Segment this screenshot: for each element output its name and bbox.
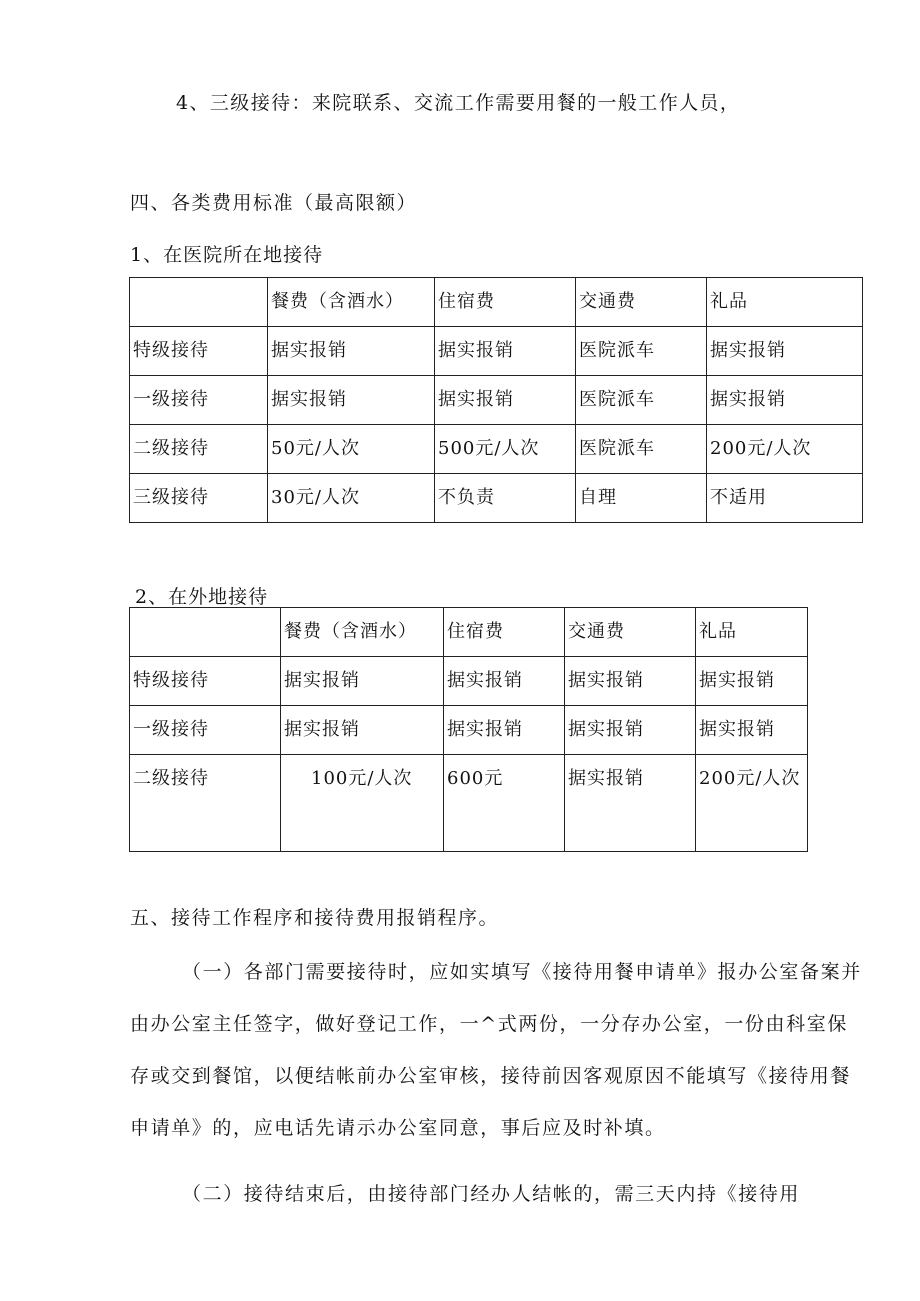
table-cell: 据实报销 (696, 657, 808, 706)
table-cell: 不适用 (707, 474, 863, 523)
table-header-row (130, 608, 808, 657)
header-cell-transport: 交通费 (565, 608, 696, 657)
table-cell: 据实报销 (565, 657, 696, 706)
table-header-row (130, 278, 863, 327)
header-cell-empty (130, 608, 281, 657)
table-row (130, 474, 863, 523)
table-cell: 据实报销 (281, 706, 444, 755)
paragraph-2: （二）接待结束后，由接待部门经办人结帐的，需三天内持《接待用 (182, 1183, 801, 1205)
row-label: 一级接待 (130, 706, 281, 755)
header-cell-lodging: 住宿费 (435, 278, 576, 327)
row-label: 二级接待 (130, 755, 281, 852)
table-cell: 医院派车 (576, 376, 707, 425)
table-row (130, 425, 863, 474)
table-row (130, 657, 808, 706)
header-cell-lodging: 住宿费 (444, 608, 565, 657)
table1-title: 1、在医院所在地接待 (130, 244, 324, 266)
table-local-reception (129, 277, 863, 523)
row-label: 一级接待 (130, 376, 268, 425)
table-row (130, 327, 863, 376)
header-cell-meal: 餐费（含酒水） (268, 278, 435, 327)
table-cell: 据实报销 (281, 657, 444, 706)
table-cell: 据实报销 (565, 706, 696, 755)
table-cell: 据实报销 (565, 755, 696, 852)
table-cell: 100元/人次 (281, 755, 444, 852)
header-cell-meal: 餐费（含酒水） (281, 608, 444, 657)
table2-title: 2、在外地接待 (135, 586, 269, 608)
table-cell: 自理 (576, 474, 707, 523)
table-cell: 200元/人次 (696, 755, 808, 852)
header-cell-gift: 礼品 (707, 278, 863, 327)
table-cell: 医院派车 (576, 425, 707, 474)
table-row (130, 755, 808, 852)
section-5-title: 五、接待工作程序和接待费用报销程序。 (130, 907, 500, 929)
item-4-text: 4、三级接待：来院联系、交流工作需要用餐的一般工作人员， (176, 92, 741, 114)
table-offsite-reception (129, 607, 808, 852)
table-cell: 200元/人次 (707, 425, 863, 474)
section-4-title: 四、各类费用标准（最高限额） (130, 192, 418, 214)
table-cell: 500元/人次 (435, 425, 576, 474)
table-cell: 据实报销 (435, 327, 576, 376)
table-cell: 医院派车 (576, 327, 707, 376)
table-cell: 据实报销 (696, 706, 808, 755)
table-cell: 据实报销 (707, 327, 863, 376)
row-label: 特级接待 (130, 657, 281, 706)
table-row (130, 706, 808, 755)
table-cell: 据实报销 (268, 327, 435, 376)
paragraph-1: （一）各部门需要接待时，应如实填写《接待用餐申请单》报办公室备案并由办公室主任签字，做好登记工作，一^式两份，一分存办公室，一份由科室保存或交到餐馆，以便结帐前办公室审核，接待前因客观原因不能填写《接待用餐申请单》的，应电话先请示办公室同意，事后应及时补填。 (130, 961, 862, 1139)
row-label: 二级接待 (130, 425, 268, 474)
table-cell: 据实报销 (707, 376, 863, 425)
row-label: 三级接待 (130, 474, 268, 523)
table-row (130, 376, 863, 425)
header-cell-gift: 礼品 (696, 608, 808, 657)
table-cell: 不负责 (435, 474, 576, 523)
table-cell: 据实报销 (435, 376, 576, 425)
table-cell: 据实报销 (268, 376, 435, 425)
table-cell: 600元 (444, 755, 565, 852)
table-cell: 据实报销 (444, 706, 565, 755)
header-cell-empty (130, 278, 268, 327)
table-cell: 30元/人次 (268, 474, 435, 523)
table-cell: 据实报销 (444, 657, 565, 706)
row-label: 特级接待 (130, 327, 268, 376)
header-cell-transport: 交通费 (576, 278, 707, 327)
table-cell: 50元/人次 (268, 425, 435, 474)
